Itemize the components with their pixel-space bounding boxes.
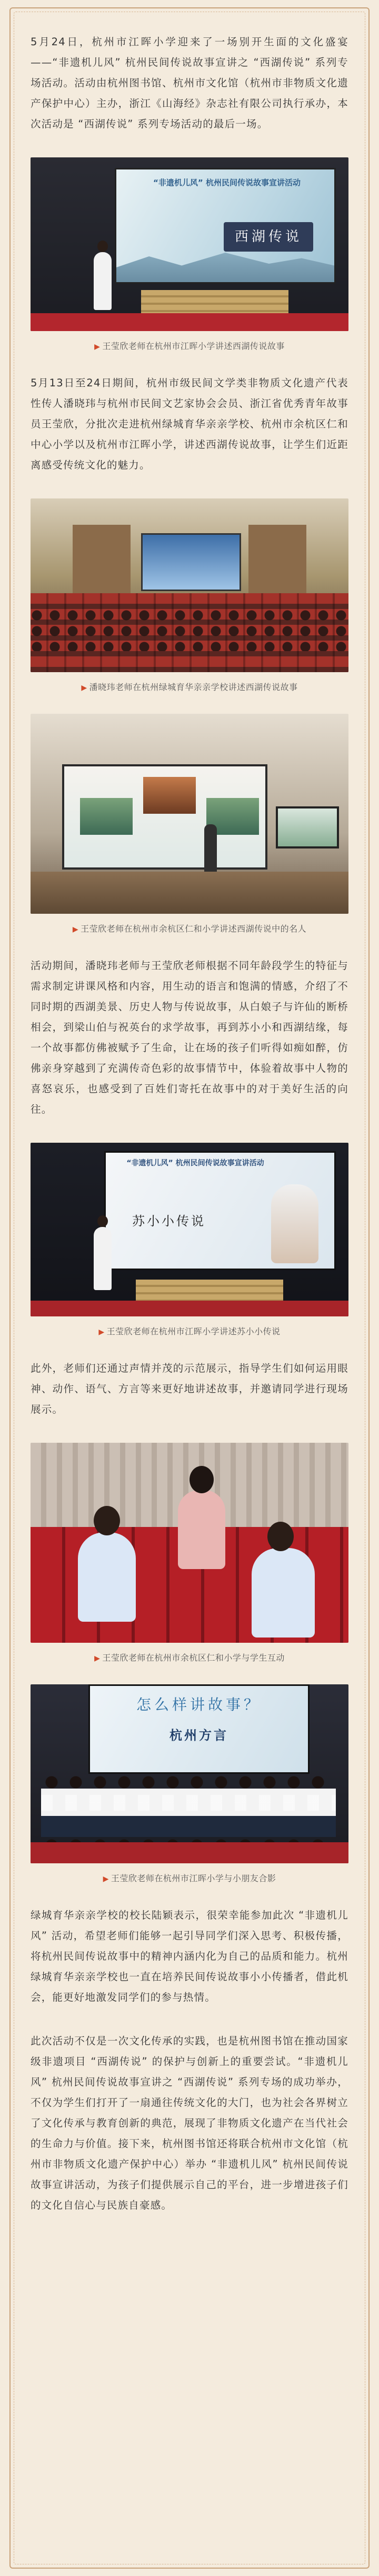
- curtain-left: [73, 525, 131, 604]
- triangle-right-icon: ▶: [94, 343, 101, 351]
- figure-caption: ▶ 王莹欣老师在杭州市江晖小学与小朋友合影: [103, 1873, 276, 1883]
- figure-caption: ▶ 王莹欣老师在杭州市江晖小学讲述苏小小传说: [98, 1326, 281, 1336]
- students-group: [41, 1774, 336, 1842]
- screen-banner: “非遗机儿风” 杭州民间传说故事宣讲活动: [153, 178, 301, 187]
- projection-screen: [104, 1151, 336, 1270]
- paragraph-principal: 绿城育华亲亲学校的校长陆颖表示，很荣幸能参加此次 “非遗机儿风” 活动，希望老师们能够一起引导同学们深入思考、积极传播，将杭州民间传说故事中的精神内涵内化为自己的品质和能力。杭州绿城育华亲亲学校也一直在培养民间传说故事小小传播者，借此机会，能更好地激发同学们的参与热情。: [31, 1909, 348, 2003]
- triangle-right-icon: ▶: [81, 684, 87, 692]
- figure-caption: ▶ 王莹欣老师在杭州市江晖小学讲述西湖传说故事: [94, 341, 285, 351]
- triangle-right-icon: ▶: [103, 1875, 109, 1883]
- paragraph-activity: 活动期间，潘晓玮老师与王莹欣老师根据不同年龄段学生的特征与需求制定讲课风格和内容，用生动的语言和饱满的情感，介绍了不同时期的西湖美景、历史人物与传说故事，从白娘子与许仙的断桥相会，到梁山伯与祝英台的求学故事，再到苏小小和西湖结缘，每一个故事都仿佛被赋予了生命，让在场的孩子们听得如痴如醉，仿佛亲身穿越到了充满传奇色彩的故事情节中，体验着故事中人物的喜怒哀乐，也感受到了百姓们寄托在故事中的对于美好生活的向往。: [31, 960, 348, 1115]
- figure-caption: ▶ 王莹欣老师在杭州市余杭区仁和小学讲述西湖传说中的名人: [72, 924, 307, 934]
- triangle-right-icon: ▶: [72, 925, 79, 934]
- photo-interaction: [31, 1443, 348, 1643]
- photo-su-xiaoxiao: [31, 1143, 348, 1316]
- photo-auditorium: [31, 498, 348, 672]
- paragraph-schedule: 5月13日至24日期间，杭州市级民间文学类非物质文化遗产代表性传人潘晓玮与杭州市民间文艺家协会会员、浙江省优秀青年故事员王莹欣，分批次走进杭州绿城育华亲亲学校、杭州市余杭区仁和中心小学以及杭州市江晖小学，讲述西湖传说故事，让学生们近距离感受传统文化的魅力。: [31, 377, 348, 471]
- projection-screen: [115, 168, 336, 284]
- paragraph-intro: 5月24日，杭州市江晖小学迎来了一场别开生面的文化盛宴——“非遗机儿风” 杭州民间传说故事宣讲之 “西湖传说” 系列专场活动。活动由杭州图书馆、杭州市文化馆（杭州市非物质文化遗产保护中心）主办，浙江《山海经》杂志社有限公司执行承办，本次活动是 “西湖传说” 系列专场活动的最后一场。: [31, 36, 348, 130]
- stage-steps: [136, 1280, 283, 1301]
- figure-2: [31, 498, 348, 693]
- screen-title: 怎么样讲故事？: [136, 1696, 262, 1713]
- stage-floor: [31, 1301, 348, 1316]
- photo-lecture: [31, 714, 348, 914]
- figure-1: [31, 157, 348, 352]
- audience: [31, 609, 348, 651]
- floor: [31, 872, 348, 914]
- triangle-right-icon: ▶: [98, 1328, 105, 1336]
- teacher-figure: [178, 1490, 225, 1569]
- speaker-figure: [94, 1227, 112, 1290]
- student-figure: [78, 1532, 136, 1622]
- slide-image: [143, 777, 196, 814]
- article-body: [31, 32, 348, 2239]
- speaker-figure: [204, 824, 217, 875]
- figure-6: [31, 1684, 348, 1884]
- figure-caption: ▶ 王莹欣老师在杭州市余杭区仁和小学与学生互动: [94, 1653, 285, 1663]
- figure-5: [31, 1443, 348, 1663]
- curtain-right: [248, 525, 306, 604]
- speaker-figure: [94, 252, 112, 310]
- stage-floor: [31, 313, 348, 331]
- side-monitor: [276, 806, 339, 848]
- photo-stage-west-lake: [31, 157, 348, 331]
- slide-illustration: [271, 1184, 318, 1263]
- projection-screen: [62, 764, 267, 870]
- student-figure: [252, 1548, 315, 1638]
- paragraph-conclusion: 此次活动不仅是一次文化传承的实践，也是杭州图书馆在推动国家级非遗项目 “西湖传说” 的保护与创新上的重要尝试。“非遗机儿风” 杭州民间传说故事宣讲之 “西湖传说” 系列专场的成功举办，不仅为学生们打开了一扇通往传统文化的大门，也为社会各界树立了文化传承与教育创新的典范，展现了非物质文化遗产在当代社会的生命力与价值。接下来，杭州图书馆还将联合杭州市文化馆（杭州市非物质文化遗产保护中心）举办 “非遗机儿风” 杭州民间传说故事宣讲活动，为孩子们提供展示自己的平台，进一步增进孩子们的文化自信心与民族自豪感。: [31, 2035, 348, 2211]
- triangle-right-icon: ▶: [94, 1654, 101, 1663]
- screen-banner: “非遗机儿风” 杭州民间传说故事宣讲活动: [126, 1159, 264, 1167]
- projection-screen: [141, 533, 241, 591]
- screen-title: 西湖传说: [224, 222, 313, 252]
- figure-3: [31, 714, 348, 934]
- projection-screen: [88, 1684, 310, 1774]
- paragraph-demonstration: 此外，老师们还通过声情并茂的示范展示，指导学生们如何运用眼神、动作、语气、方言等来更好地讲述故事，并邀请同学进行现场展示。: [31, 1362, 348, 1415]
- photo-group: [31, 1684, 348, 1863]
- figure-4: [31, 1143, 348, 1337]
- screen-subtitle: 杭州方言: [169, 1728, 228, 1743]
- figure-caption: ▶ 潘晓玮老师在杭州绿城育华亲亲学校讲述西湖传说故事: [81, 682, 298, 692]
- screen-title: 苏小小传说: [132, 1214, 206, 1229]
- slide-image: [80, 798, 133, 835]
- stage-floor: [31, 1842, 348, 1863]
- stage-steps: [141, 290, 288, 313]
